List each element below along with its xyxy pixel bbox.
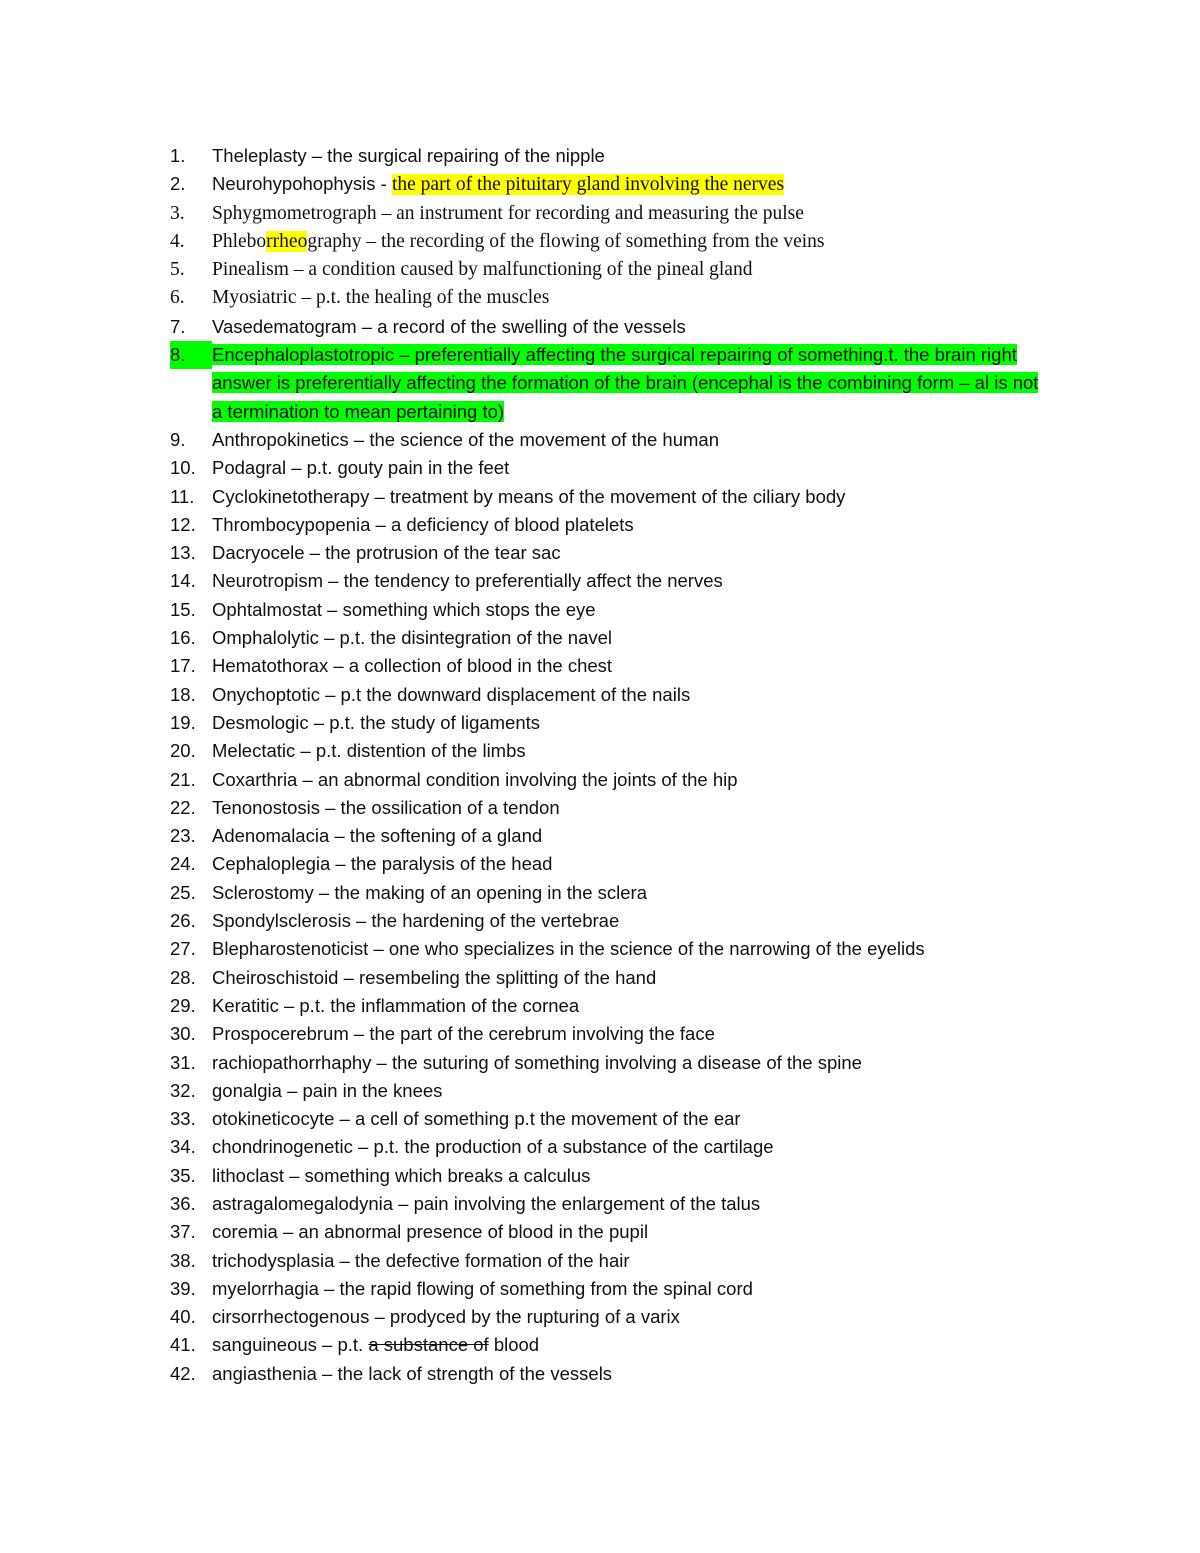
list-item-35 — [170, 1162, 1050, 1190]
item-text: Theleplasty – the surgical repairing of the nipple — [212, 145, 605, 166]
list-item-18 — [170, 681, 1050, 709]
list-item-31 — [170, 1049, 1050, 1077]
list-item-19 — [170, 709, 1050, 737]
item-number: 4. — [170, 230, 185, 252]
item-text: otokineticocyte – a cell of something p.t the movement of the ear — [212, 1108, 741, 1130]
item-text: Cheiroschistoid – resembeling the splitting of the hand — [212, 966, 657, 988]
list-item-33 — [170, 1105, 1050, 1133]
item-text: Desmologic – p.t. the study of ligaments — [212, 711, 541, 733]
list-item-17 — [170, 652, 1050, 680]
item-number: 2. — [170, 173, 186, 195]
item-number: 26. — [170, 910, 196, 932]
item-number: 18. — [170, 683, 196, 705]
list-item-13 — [170, 539, 1050, 567]
item-number: 16. — [170, 627, 196, 649]
item-text — [212, 228, 1050, 256]
item-number: 22. — [170, 796, 196, 818]
list-item-37 — [170, 1218, 1050, 1246]
item-number: 14. — [170, 570, 196, 592]
list-item-12 — [170, 511, 1050, 539]
definition-list — [170, 142, 1050, 1388]
list-item-32 — [170, 1077, 1050, 1105]
item-text-plain: sanguineous – p.t. — [212, 1334, 369, 1356]
item-text: astragalomegalodynia – pain involving the enlargement of the talus — [212, 1192, 761, 1214]
item-text: Dacryocele – the protrusion of the tear sac — [212, 542, 561, 564]
list-item-22 — [170, 794, 1050, 822]
item-number: 17. — [170, 655, 196, 677]
list-item-41 — [170, 1331, 1050, 1359]
list-item-21 — [170, 766, 1050, 794]
list-item-24 — [170, 850, 1050, 878]
item-text: lithoclast – something which breaks a calculus — [212, 1164, 591, 1186]
list-item-42 — [170, 1360, 1050, 1388]
strikethrough-text: a substance of — [368, 1334, 489, 1356]
list-item-28 — [170, 964, 1050, 992]
item-number: 1. — [170, 145, 186, 166]
item-text: Omphalolytic – p.t. the disintegration of the navel — [212, 627, 613, 649]
item-number: 37. — [170, 1221, 196, 1243]
item-number: 21. — [170, 768, 196, 790]
item-number: 41. — [170, 1334, 196, 1356]
list-item-6 — [170, 284, 1050, 312]
item-text: Onychoptotic – p.t the downward displacement of the nails — [212, 683, 691, 705]
item-text: Blepharostenoticist – one who specializes in the science of the narrowing of the eyelids — [212, 938, 925, 960]
list-item-34 — [170, 1133, 1050, 1161]
item-text: Sphygmometrograph – an instrument for recording and measuring the pulse — [212, 202, 804, 224]
yellow-highlight: rrheo — [266, 230, 308, 252]
item-text — [212, 170, 1050, 199]
list-item-36 — [170, 1190, 1050, 1218]
item-number: 35. — [170, 1164, 196, 1186]
list-item-26 — [170, 907, 1050, 935]
item-text-plain: Phlebo — [212, 230, 267, 252]
item-text: Tenonostosis – the ossilication of a tendon — [212, 796, 560, 818]
item-text: Cyclokinetotherapy – treatment by means of the movement of the ciliary body — [212, 485, 846, 507]
item-number: 6. — [170, 287, 185, 309]
list-item-5 — [170, 256, 1050, 284]
item-number: 28. — [170, 966, 196, 988]
item-text: coremia – an abnormal presence of blood in the pupil — [212, 1221, 649, 1243]
item-number: 36. — [170, 1192, 196, 1214]
item-number: 34. — [170, 1136, 196, 1158]
item-text-plain: Neurohypohophysis - — [212, 173, 392, 195]
list-item-2 — [170, 170, 1050, 199]
list-item-10 — [170, 454, 1050, 482]
item-number: 12. — [170, 513, 196, 535]
item-text: Vasedematogram – a record of the swelling of the vessels — [212, 315, 686, 337]
item-text-plain: graphy – the recording of the flowing of something from the veins — [307, 230, 825, 252]
list-item-1 — [170, 142, 1050, 170]
item-number: 11. — [170, 485, 195, 507]
item-number: 33. — [170, 1108, 196, 1130]
list-item-30 — [170, 1020, 1050, 1048]
list-item-29 — [170, 992, 1050, 1020]
list-item-11 — [170, 483, 1050, 511]
list-item-39 — [170, 1275, 1050, 1303]
item-text: rachiopathorrhaphy – the suturing of something involving a disease of the spine — [212, 1051, 862, 1073]
list-item-9 — [170, 426, 1050, 454]
green-highlight: Encephaloplastotropic – preferentially affecting the surgical repairing of something.t. the brain right answer is preferentially affecting the formation of the brain (encephal is the combining form – al is not a termination to mean pertaining to) — [212, 344, 1039, 422]
list-item-25 — [170, 879, 1050, 907]
item-number: 10. — [170, 457, 196, 479]
item-text: Adenomalacia – the softening of a gland — [212, 825, 543, 847]
item-number: 8. — [170, 341, 212, 369]
item-text: Anthropokinetics – the science of the movement of the human — [212, 428, 719, 450]
item-number: 31. — [170, 1051, 196, 1073]
list-item-27 — [170, 935, 1050, 963]
list-item-8 — [170, 341, 1050, 426]
item-text: Keratitic – p.t. the inflammation of the cornea — [212, 994, 580, 1016]
item-text: cirsorrhectogenous – prodyced by the rupturing of a varix — [212, 1306, 680, 1328]
item-text: chondrinogenetic – p.t. the production of a substance of the cartilage — [212, 1136, 774, 1158]
item-number: 32. — [170, 1079, 196, 1101]
item-number: 29. — [170, 994, 196, 1016]
item-number: 39. — [170, 1277, 196, 1299]
item-number: 42. — [170, 1362, 196, 1384]
list-item-4 — [170, 228, 1050, 256]
item-text: Sclerostomy – the making of an opening in the sclera — [212, 881, 647, 903]
item-text: trichodysplasia – the defective formation of the hair — [212, 1249, 630, 1271]
list-item-23 — [170, 822, 1050, 850]
list-item-16 — [170, 624, 1050, 652]
item-number: 3. — [170, 202, 185, 224]
item-text: Neurotropism – the tendency to preferentially affect the nerves — [212, 570, 723, 592]
list-item-20 — [170, 737, 1050, 765]
list-item-15 — [170, 596, 1050, 624]
item-number: 24. — [170, 853, 196, 875]
item-number: 23. — [170, 825, 196, 847]
yellow-highlight: the part of the pituitary gland involving the nerves — [391, 174, 785, 196]
item-text: Myosiatric – p.t. the healing of the muscles — [212, 287, 550, 309]
item-number: 19. — [170, 711, 196, 733]
item-number: 40. — [170, 1306, 196, 1328]
item-number: 20. — [170, 740, 196, 762]
item-text: Thrombocypopenia – a deficiency of blood platelets — [212, 513, 634, 535]
list-item-40 — [170, 1303, 1050, 1331]
list-item-7 — [170, 313, 1050, 341]
item-text: Coxarthria – an abnormal condition involving the joints of the hip — [212, 768, 738, 790]
item-text: myelorrhagia – the rapid flowing of something from the spinal cord — [212, 1277, 753, 1299]
item-text: Spondylsclerosis – the hardening of the vertebrae — [212, 910, 620, 932]
item-number: 27. — [170, 938, 196, 960]
item-number: 38. — [170, 1249, 196, 1271]
item-text-plain: blood — [488, 1334, 540, 1356]
item-text — [212, 341, 1050, 426]
item-text: Cephaloplegia – the paralysis of the head — [212, 853, 553, 875]
item-number: 9. — [170, 428, 186, 450]
list-item-38 — [170, 1247, 1050, 1275]
item-text: Pinealism – a condition caused by malfunctioning of the pineal gland — [212, 259, 753, 281]
item-text — [212, 1331, 1050, 1359]
item-number: 7. — [170, 315, 186, 337]
list-item-3 — [170, 200, 1050, 228]
item-text: Melectatic – p.t. distention of the limbs — [212, 740, 526, 762]
item-text: gonalgia – pain in the knees — [212, 1079, 443, 1101]
item-number: 25. — [170, 881, 196, 903]
item-number: 15. — [170, 598, 196, 620]
item-text: angiasthenia – the lack of strength of the vessels — [212, 1362, 613, 1384]
item-text: Prospocerebrum – the part of the cerebrum involving the face — [212, 1023, 715, 1045]
item-text: Podagral – p.t. gouty pain in the feet — [212, 457, 510, 479]
list-item-14 — [170, 567, 1050, 595]
item-number: 30. — [170, 1023, 196, 1045]
item-text: Ophtalmostat – something which stops the eye — [212, 598, 596, 620]
item-number: 5. — [170, 259, 185, 281]
item-number: 13. — [170, 542, 196, 564]
item-text: Hematothorax – a collection of blood in the chest — [212, 655, 613, 677]
